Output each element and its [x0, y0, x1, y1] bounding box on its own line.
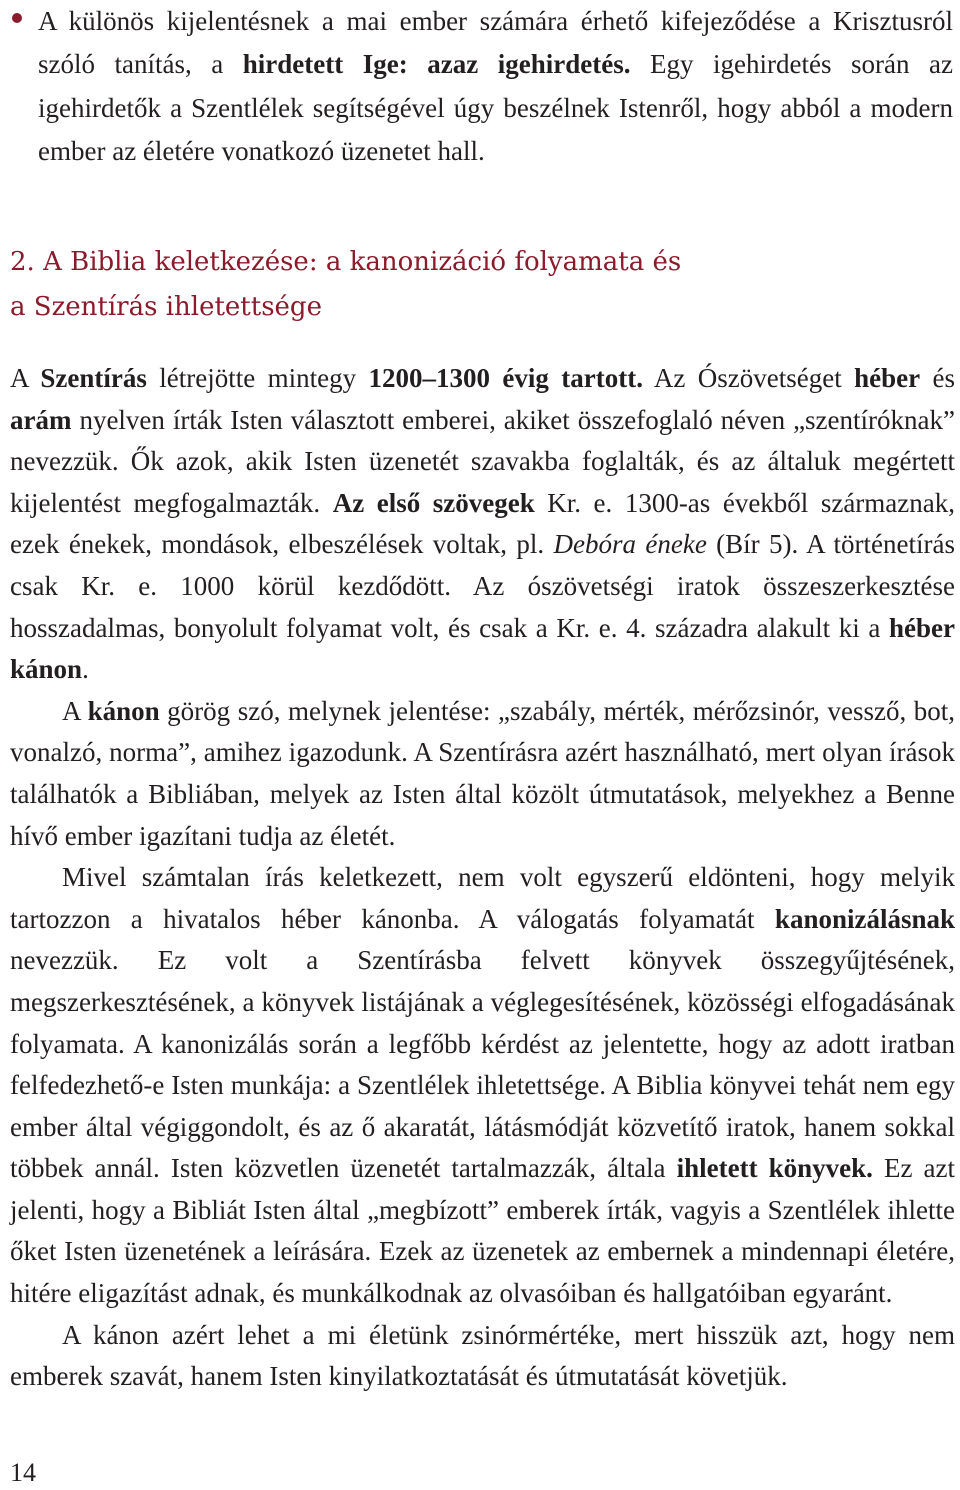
bold-run: héber kánon [10, 612, 955, 685]
body-text [10, 358, 955, 1398]
paragraph [10, 1315, 955, 1398]
page-number: 14 [10, 1458, 36, 1487]
bold-run: Szentírás [40, 363, 147, 393]
text-run: Ez azt jelenti, hogy a Bibliát Isten által „megbízott” emberek írták, vagyis a Szentlélek ihlette őket Isten üzenetének a leírására. Ezek az üzenetek az embernek a mindennapi életére, hitére eligazítást adnak, és munkálkodnak az olvasóiban és hallgatóiban egyaránt. [10, 1153, 955, 1309]
bold-run: ihletett könyvek. [676, 1153, 873, 1184]
section-heading [10, 240, 950, 330]
bold-run: héber [854, 363, 921, 393]
text-run: A [62, 695, 88, 726]
bold-run: kanonizálásnak [774, 903, 955, 934]
bold-run: hirdetett Ige: azaz igehirdetés. [242, 49, 631, 80]
text-run: A kánon azért lehet a mi életünk zsinórmértéke, mert hisszük azt, hogy nem emberek szavát, hanem Isten kinyilatkoztatását és útmutatását követjük. [10, 1319, 955, 1392]
text-run: . [82, 654, 89, 685]
text-run: Kr. e. 1300-as évekből származnak, ezek énekek, mondások, elbeszélések voltak, pl. [10, 487, 956, 560]
bullet-text [38, 0, 953, 174]
text-run: nevezzük. Ez volt a Szentírásba felvett könyvek összegyűjtésének, megszerkesztésének, a könyvek listájának a véglegesítésének, közösségi elfogadásának folyamata. A kanonizálás során a legfőbb kérdést az jelentette, hogy az adott iratban felfedezhető-e Isten munkája: a Szentlélek ihletettsége. A Biblia könyvei tehát nem egy ember által végiggondolt, és az ő akaratát, látásmódját közvetítő iratok, hanem sokkal többek annál. Isten közvetlen üzenetét tartalmazzák, általa [10, 945, 955, 1184]
text-run: A [10, 363, 41, 393]
text-run: Mivel számtalan írás keletkezett, nem volt egyszerű eldönteni, hogy melyik tartozzon a hivatalos héber kánonba. A válogatás folyamatát [10, 862, 955, 934]
bullet-dot-icon [12, 13, 22, 23]
bold-run: kánon [87, 695, 160, 726]
text-run: (Bír 5). A történetírás csak Kr. e. 1000 körül kezdődött. Az ószövetségi iratok összeszerkesztése hosszadalmas, bonyolult folyamat volt, és csak a Kr. e. 4. századra alakult ki a [10, 529, 955, 643]
text-run: létrejötte mintegy [146, 363, 369, 393]
text-run: Az Ószövetséget [642, 363, 855, 393]
bold-run: Az első szövegek [332, 487, 535, 518]
heading-line: 2. A Biblia keletkezése: a kanonizáció folyamata és [10, 247, 682, 277]
bold-run: arám [10, 404, 72, 435]
bold-run: 1200–1300 évig tartott. [368, 363, 643, 393]
paragraph [10, 358, 955, 691]
paragraph [10, 691, 955, 857]
text-run: A különös kijelentésnek a mai ember számára érhető kifejeződése a Krisztusról szóló tanítás, a [38, 6, 953, 80]
italic-run: Debóra éneke [553, 529, 707, 560]
text-run: görög szó, melynek jelentése: „szabály, mérték, mérőzsinór, vessző, bot, vonalzó, norma”, amihez igazodunk. A Szentírásra azért használható, mert olyan írások találhatók a Bibliában, melyek az Isten által közölt útmutatások, melyekhez a Benne hívő ember igazítani tudja az életét. [10, 695, 955, 851]
paragraph [10, 857, 955, 1315]
text-run: nyelven írták Isten választott emberei, akiket összefoglaló néven „szentíróknak” nevezzük. Ők azok, akik Isten üzenetét szavakba foglalták, és az általuk megértett kijelentést megfogalmazták. [10, 404, 955, 518]
text-run: és [920, 363, 955, 393]
text-run: Egy igehirdetés során az igehirdetők a Szentlélek segítségével úgy beszélnek Istenről, hogy abból a modern ember az életére vonatkozó üzenetet hall. [38, 49, 953, 167]
heading-line: a Szentírás ihletettsége [10, 292, 322, 322]
